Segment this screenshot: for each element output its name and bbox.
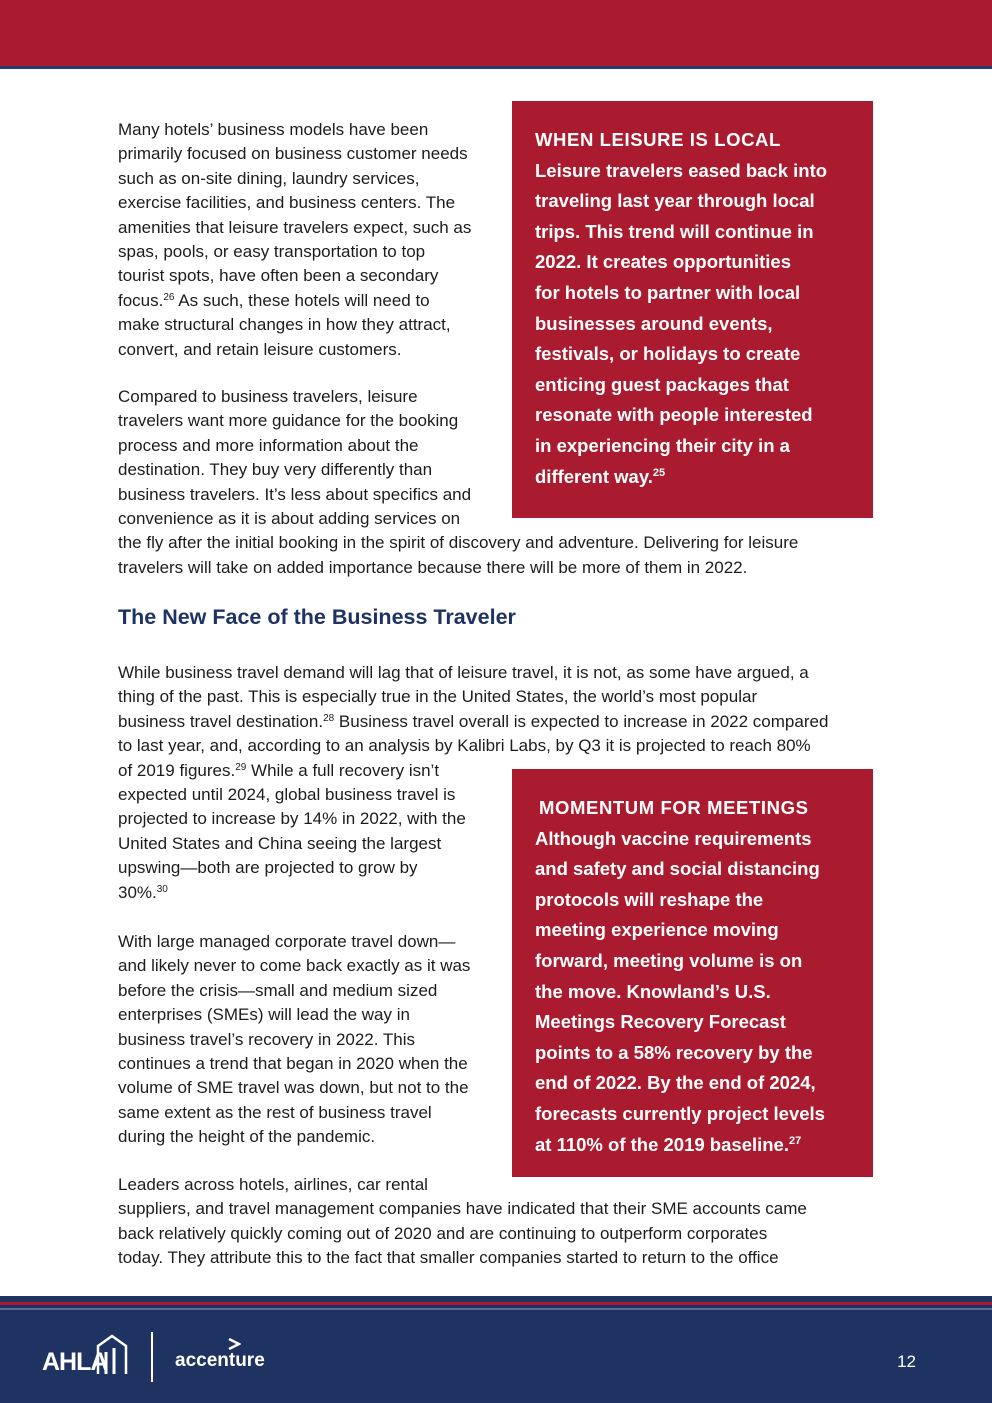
accenture-logo — [175, 1336, 285, 1376]
text-line: before the crisis—small and medium sized — [118, 980, 438, 1000]
text-line: expected until 2024, global business travel is — [118, 785, 456, 805]
ahla-logo — [40, 1332, 140, 1382]
text-line: With large managed corporate travel down— — [118, 932, 456, 951]
text-line: convenience as it is about adding services on — [118, 509, 461, 529]
text-span: at 110% of the 2019 baseline. — [535, 1133, 789, 1155]
text-line: projected to increase by 14% in 2022, with the — [118, 809, 466, 829]
callout-line: Meetings Recovery Forecast — [535, 1011, 786, 1033]
text-line: destination. They buy very differently than — [118, 460, 433, 480]
text-line — [118, 289, 503, 313]
callout-line: protocols will reshape the — [535, 888, 764, 910]
text-line: business travelers. It’s less about specifics and — [118, 484, 472, 504]
text-span: As such, these hotels will need to — [174, 290, 430, 310]
text-line: process and more information about the — [118, 435, 419, 455]
text-line — [118, 710, 888, 734]
text-line: continues a trend that began in 2020 when the — [118, 1054, 468, 1074]
text-span: business travel destination. — [118, 711, 324, 731]
text-line: volume of SME travel was down, but not to the — [118, 1078, 469, 1098]
callout-line: enticing guest packages that — [535, 373, 789, 395]
text-line: thing of the past. This is especially true in the United States, the world’s most popular — [118, 687, 758, 707]
callout-line: for hotels to partner with local — [535, 281, 801, 303]
callout-line: the move. Knowland’s U.S. — [535, 980, 771, 1002]
footer-band — [0, 1296, 992, 1403]
callout-line: resonate with people interested — [535, 404, 813, 426]
text-line: during the height of the pandemic. — [118, 1127, 376, 1147]
text-line: United States and China seeing the largest — [118, 833, 442, 853]
text-line: primarily focused on business customer needs — [118, 144, 468, 164]
text-line: exercise facilities, and business centers. The — [118, 193, 456, 213]
callout-line — [535, 1130, 873, 1161]
header-band — [0, 0, 992, 69]
callout-line: businesses around events, — [535, 312, 773, 334]
page-number: 12 — [897, 1352, 916, 1371]
text-span: 30%. — [118, 882, 157, 902]
footer-stripe — [0, 1308, 992, 1310]
ahla-wordmark: AHLA — [42, 1348, 108, 1376]
callout-line: forecasts currently project levels — [535, 1102, 825, 1124]
callout-line: festivals, or holidays to create — [535, 343, 801, 365]
text-line: such as on-site dining, laundry services, — [118, 168, 420, 188]
accenture-wordmark: accenture — [175, 1350, 265, 1371]
text-line: convert, and retain leisure customers. — [118, 339, 402, 359]
footnote-ref: 26 — [163, 291, 175, 303]
section-heading: The New Face of the Business Traveler — [118, 605, 516, 629]
callout-leisure-local — [512, 101, 873, 518]
callout-meetings-momentum — [512, 769, 873, 1177]
accenture-chevron-icon — [227, 1338, 241, 1350]
paragraph-hotel-business-models — [118, 118, 503, 362]
paragraph-sme-travel — [118, 930, 503, 1150]
text-line: back relatively quickly coming out of 2020 and are continuing to outperform corporates — [118, 1223, 768, 1243]
text-line: travelers will take on added importance because there will be more of them in 2022. — [118, 557, 748, 577]
callout-line: meeting experience moving — [535, 919, 779, 941]
footer-stripe — [0, 1302, 992, 1305]
text-line: enterprises (SMEs) will lead the way in — [118, 1005, 410, 1025]
footnote-ref: 27 — [789, 1134, 802, 1147]
callout-line: 2022. It creates opportunities — [535, 251, 792, 273]
callout-line: Although vaccine requirements — [535, 827, 812, 849]
text-line: and likely never to come back exactly as it was — [118, 956, 471, 976]
text-line: today. They attribute this to the fact that smaller companies started to return to the office — [118, 1248, 779, 1268]
text-span: different way. — [535, 465, 653, 487]
footnote-ref: 25 — [652, 466, 666, 479]
text-line: Many hotels’ business models have been — [118, 120, 429, 139]
text-line: business travel’s recovery in 2022. This — [118, 1029, 416, 1049]
paragraph-industry-leaders — [118, 1173, 888, 1271]
text-line: Leaders across hotels, airlines, car rental — [118, 1175, 428, 1194]
text-line: tourist spots, have often been a secondary — [118, 266, 439, 286]
callout-line — [535, 462, 873, 493]
footnote-ref: 28 — [323, 712, 335, 724]
callout-line: and safety and social distancing — [535, 858, 820, 880]
text-line: upswing—both are projected to grow by — [118, 858, 418, 878]
text-line: the fly after the initial booking in the spirit of discovery and adventure. Delivering for leisure — [118, 533, 799, 553]
callout-line: Leisure travelers eased back into — [535, 159, 828, 181]
callout-line: points to a 58% recovery by the — [535, 1041, 813, 1063]
text-line: make structural changes in how they attract, — [118, 315, 451, 335]
text-line: amenities that leisure travelers expect, such as — [118, 217, 472, 237]
text-line: suppliers, and travel management companies have indicated that their SME accounts came — [118, 1199, 807, 1219]
logo-divider — [151, 1332, 153, 1382]
callout-line: end of 2022. By the end of 2024, — [535, 1072, 816, 1094]
text-span: Business travel overall is expected to increase in 2022 compared — [334, 711, 829, 731]
callout-line: forward, meeting volume is on — [535, 949, 803, 971]
text-line: same extent as the rest of business travel — [118, 1102, 432, 1122]
callout-title: WHEN LEISURE IS LOCAL — [535, 129, 781, 150]
text-span: of 2019 figures. — [118, 760, 236, 780]
footnote-ref: 30 — [156, 883, 168, 895]
callout-line: in experiencing their city in a — [535, 434, 790, 456]
ahla-building-icon — [96, 1332, 128, 1376]
text-line: While business travel demand will lag that of leisure travel, it is not, as some have argued, a — [118, 663, 809, 682]
callout-title: MOMENTUM FOR MEETINGS — [539, 797, 809, 818]
callout-line: traveling last year through local — [535, 190, 815, 212]
text-span: focus. — [118, 290, 164, 310]
text-line: Compared to business travelers, leisure — [118, 387, 418, 406]
text-span: While a full recovery isn’t — [246, 760, 440, 780]
text-line: spas, pools, or easy transportation to top — [118, 242, 426, 262]
callout-line: trips. This trend will continue in — [535, 220, 814, 242]
footnote-ref: 29 — [235, 761, 247, 773]
text-line: to last year, and, according to an analysis by Kalibri Labs, by Q3 it is projected to reach 80% — [118, 736, 811, 756]
text-line: travelers want more guidance for the booking — [118, 411, 459, 431]
